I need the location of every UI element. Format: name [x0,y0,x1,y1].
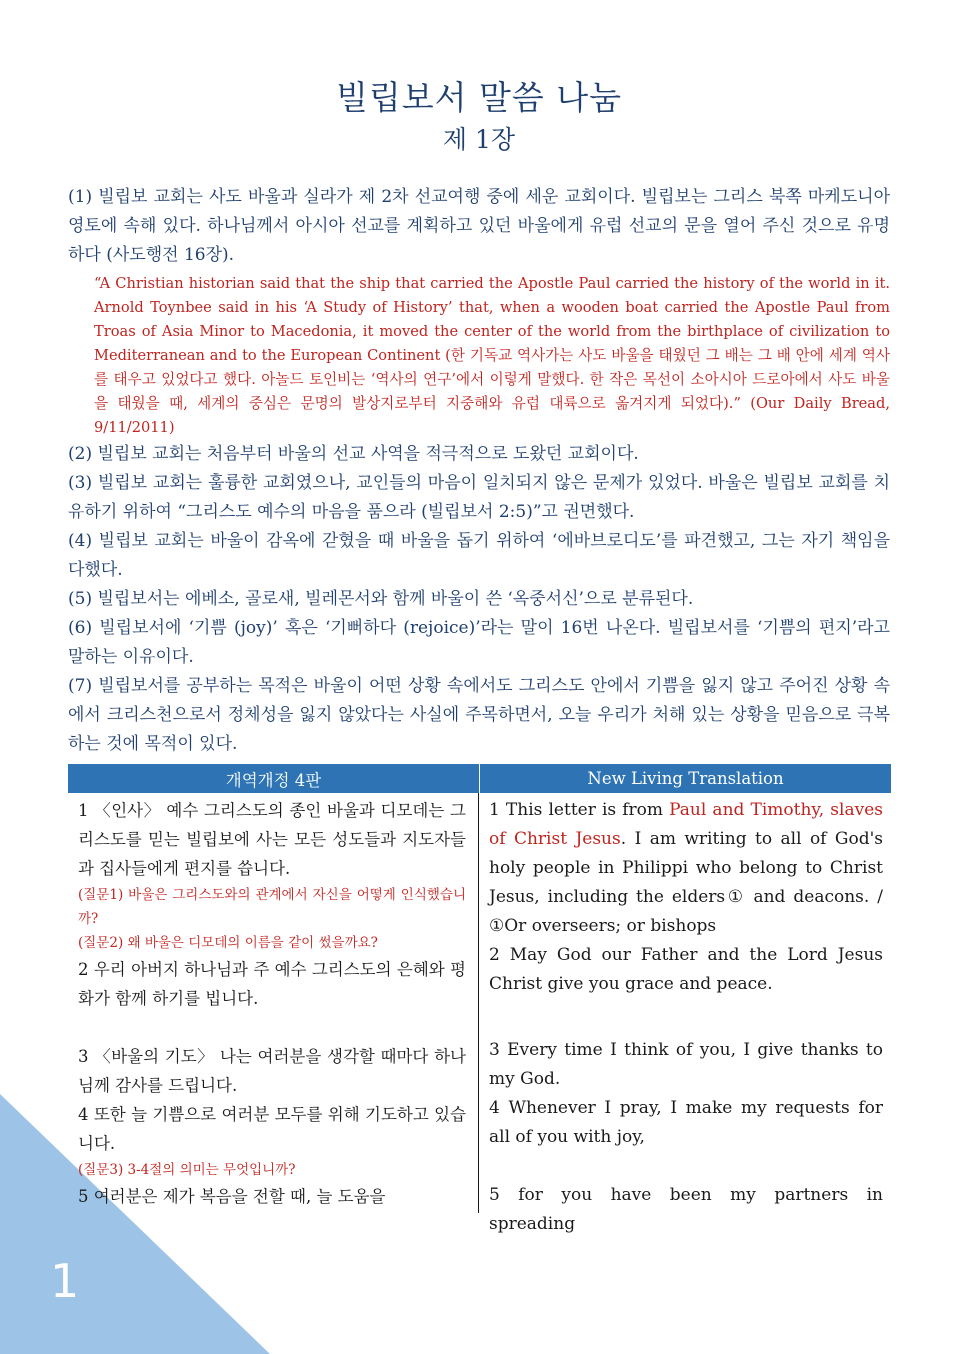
verse-2-english: 2 May God our Father and the Lord Jesus Christ give you grace and peace. [489,945,883,994]
intro-paragraph-2: (2) 빌립보 교회는 처음부터 바울의 선교 사역을 적극적으로 도왔던 교회이다. [68,444,639,464]
verse-1-english-end: . I am writing to all of God's holy people in Philippi who belong to Christ Jesus, including the elders① and deacons. / ①Or overseers; or bishops [489,829,883,936]
spacer [489,1152,883,1181]
bible-comparison-table [68,764,891,1234]
nlt-text-column [479,793,891,1234]
verse-1-korean: 1 〈인사〉 예수 그리스도의 종인 바울과 디모데는 그리스도를 믿는 빌립보에 사는 모든 성도들과 지도자들과 집사들에게 편지를 씁니다. [78,801,466,878]
intro-paragraph-3: (3) 빌립보 교회는 훌륭한 교회였으나, 교인들의 마음이 일치되지 않은 문제가 있었다. 바울은 빌립보 교회를 치유하기 위하여 “그리스도 예수의 마음을 품으라 (빌립보서 2:5)”고 권면했다. [68,473,890,522]
question-3: (질문3) 3-4절의 의미는 무엇입니까? [78,1162,296,1178]
table-body [68,793,891,1234]
page-title: 빌립보서 말씀 나눔 [335,78,622,117]
korean-version-header: 개역개정 4판 [68,764,480,793]
intro-paragraph-5: (5) 빌립보서는 에베소, 골로새, 빌레몬서와 함께 바울이 쓴 ‘옥중서신’으로 분류된다. [68,589,694,609]
intro-paragraph-4: (4) 빌립보 교회는 바울이 감옥에 갇혔을 때 바울을 돕기 위하여 ‘에바브로디도’를 파견했고, 그는 자기 책임을 다했다. [68,531,890,580]
spacer [78,1013,466,1042]
intro-paragraph-7: (7) 빌립보서를 공부하는 목적은 바울이 어떤 상황 속에서도 그리스도 안에서 기쁨을 잃지 않고 주어진 상황 속에서 크리스천으로서 정체성을 잃지 않았다는 사실에 주목하면서, 오늘 우리가 처해 있는 상황을 믿음으로 극복하는 것에 목적이 있다. [68,676,890,754]
intro-paragraph-1: (1) 빌립보 교회는 사도 바울과 실라가 제 2차 선교여행 중에 세운 교회이다. 빌립보는 그리스 북쪽 마케도니아 영토에 속해 있다. 하나님께서 아시아 선교를 계획하고 있던 바울에게 유럽 선교의 문을 열어 주신 것으로 유명하다 (사도행전 16장). [68,187,890,265]
verse-5-english: 5 for you have been my partners in spreading [489,1185,883,1234]
korean-text-column [68,793,479,1213]
verse-2-korean: 2 우리 아버지 하나님과 주 예수 그리스도의 은혜와 평화가 함께 하기를 빕니다. [78,960,466,1008]
verse-1-english [489,796,883,941]
verse-3-english: 3 Every time I think of you, I give thanks to my God. [489,1040,883,1089]
chapter-subtitle: 제 1장 [442,125,516,154]
verse-5-korean: 5 여러분은 제가 복음을 전할 때, 늘 도움을 [78,1187,386,1206]
intro-paragraph-6: (6) 빌립보서에 ‘기쁨 (joy)’ 혹은 ‘기뻐하다 (rejoice)’라는 말이 16번 나온다. 빌립보서를 ‘기쁨의 편지’라고 말하는 이유이다. [68,618,890,667]
spacer [489,1028,883,1036]
question-2: (질문2) 왜 바울은 디모데의 이름을 같이 썼을까요? [78,935,378,951]
verse-1-english-highlight: Paul and Timothy, slaves of Christ Jesus [489,800,883,849]
table-header-row [68,764,891,793]
spacer [489,999,883,1028]
historian-quote: “A Christian historian said that the ship that carried the Apostle Paul carried the history of the world in it. Arnold Toynbee said in his ‘A Study of History’ that, when a wooden boat carried the Apostle Paul from Troas of Asia Minor to Macedonia, it moved the center of the world from the birthplace of civilization to Mediterranean and to the European Continent (한 기독교 역사가는 사도 바울을 태웠던 그 배는 그 배 안에 세계 역사를 태우고 있었다고 했다. 아놀드 토인비는 ‘역사의 연구’에서 이렇게 말했다. 한 작은 목선이 소아시아 드로아에서 사도 바울을 태웠을 때, 세계의 중심은 문명의 발상지로부터 지중해와 유럽 대륙으로 옮겨지게 되었다).” (Our Daily Bread, 9/11/2011) [94,275,890,436]
nlt-version-header: New Living Translation [587,769,784,788]
verse-4-korean: 4 또한 늘 기쁨으로 여러분 모두를 위해 기도하고 있습니다. [78,1105,466,1153]
verse-4-english: 4 Whenever I pray, I make my requests for all of you with joy, [489,1098,883,1147]
page-number: 1 [50,1254,80,1308]
intro-section [68,183,890,759]
question-1: (질문1) 바울은 그리스도와의 관계에서 자신을 어떻게 인식했습니까? [78,887,466,927]
verse-3-korean: 3 〈바울의 기도〉 나는 여러분을 생각할 때마다 하나님께 감사를 드립니다. [78,1047,466,1095]
verse-1-english-start: 1 This letter is from [489,800,670,820]
